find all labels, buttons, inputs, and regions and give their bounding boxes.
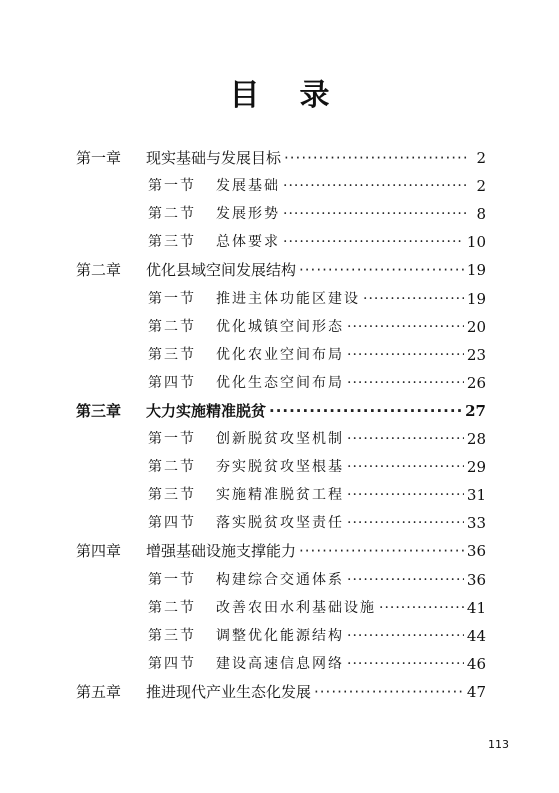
toc-leader-dots <box>347 481 464 509</box>
toc-entry-page: 2 <box>476 177 486 196</box>
toc-entry-number: 第二节 <box>148 599 196 616</box>
toc-entry-page: 36 <box>466 542 486 561</box>
toc-section-row[interactable] <box>148 453 486 481</box>
toc-section-row[interactable] <box>148 425 486 453</box>
toc-section-row[interactable] <box>148 566 486 594</box>
toc-entry-number: 第四节 <box>148 655 196 672</box>
toc-section-row[interactable] <box>148 285 486 313</box>
toc-entry-page: 8 <box>476 205 486 224</box>
toc-section-row[interactable] <box>148 172 486 200</box>
toc-entry-number: 第三节 <box>148 487 196 504</box>
toc-entry-number: 第二节 <box>148 318 196 335</box>
toc-entry-title: 现实基础与发展目标 <box>146 149 282 167</box>
toc-entry-title: 落实脱贫攻坚责任 <box>216 515 344 532</box>
toc-chapter-row[interactable] <box>76 678 486 706</box>
toc-entry-title: 优化农业空间布局 <box>216 346 344 363</box>
toc-entry-number: 第四节 <box>148 374 196 391</box>
toc-entry-number: 第四节 <box>148 515 196 532</box>
toc-leader-dots <box>363 285 464 313</box>
toc-entry-number: 第三节 <box>148 234 196 251</box>
toc-entry-number: 第二节 <box>148 206 196 223</box>
toc-entry-title: 夯实脱贫攻坚根基 <box>216 459 344 476</box>
toc-entry-number: 第一节 <box>148 290 196 307</box>
toc-entry-page: 10 <box>466 233 486 252</box>
toc-section-row[interactable] <box>148 200 486 228</box>
toc-entry-page: 31 <box>466 486 486 505</box>
toc-entry-number: 第一节 <box>148 571 196 588</box>
toc-entry-page: 19 <box>466 289 486 308</box>
toc-section-row[interactable] <box>148 313 486 341</box>
toc-entry-number: 第五章 <box>76 682 122 701</box>
toc-entry-title: 优化生态空间布局 <box>216 374 344 391</box>
toc-entry-number: 第二节 <box>148 459 196 476</box>
toc-entry-number: 第一章 <box>76 149 122 167</box>
toc-leader-dots <box>314 678 464 706</box>
toc-entry-number: 第一节 <box>148 431 196 447</box>
toc-leader-dots <box>283 172 469 200</box>
toc-entry-number: 第三章 <box>76 401 122 420</box>
toc-entry-title: 总体要求 <box>216 234 280 251</box>
toc-section-row[interactable] <box>148 650 486 678</box>
toc-entry-title: 大力实施精准脱贫 <box>146 401 267 420</box>
toc-leader-dots <box>269 397 462 425</box>
toc-leader-dots <box>299 256 464 284</box>
toc-entry-title: 增强基础设施支撑能力 <box>146 542 297 561</box>
toc-leader-dots <box>299 537 464 565</box>
toc-entry-title: 创新脱贫攻坚机制 <box>216 431 344 447</box>
toc-entry-title: 推进现代产业生态化发展 <box>146 682 312 701</box>
toc-section-row[interactable] <box>148 341 486 369</box>
toc-entry-number: 第三节 <box>148 627 196 644</box>
toc-entry-page: 2 <box>476 149 486 167</box>
page-title: 目录 <box>229 78 370 113</box>
toc-entry-title: 优化县域空间发展结构 <box>146 261 297 280</box>
toc-entry-title: 优化城镇空间形态 <box>216 318 344 335</box>
toc-leader-dots <box>347 425 464 453</box>
toc-entry-page: 26 <box>466 373 486 392</box>
toc-chapter-row[interactable] <box>76 144 486 172</box>
toc-leader-dots <box>347 622 464 650</box>
toc-entry-page: 27 <box>465 401 486 420</box>
toc-leader-dots <box>283 228 464 256</box>
toc-entry-title: 调整优化能源结构 <box>216 627 344 644</box>
toc-entry-page: 20 <box>466 317 486 336</box>
toc-leader-dots <box>347 650 464 678</box>
toc-entry-page: 36 <box>466 570 486 589</box>
toc-entry-number: 第四章 <box>76 542 122 561</box>
toc-entry-number: 第一节 <box>148 178 196 195</box>
toc-entry-page: 47 <box>466 682 486 701</box>
toc-leader-dots <box>347 453 464 481</box>
toc-chapter-row[interactable] <box>76 256 486 284</box>
toc-entry-page: 33 <box>466 514 486 533</box>
toc-leader-dots <box>347 509 464 537</box>
toc-leader-dots <box>347 313 464 341</box>
toc-entry-title: 实施精准脱贫工程 <box>216 487 344 504</box>
toc-entry-title: 发展基础 <box>216 178 280 195</box>
toc-entry-title: 建设高速信息网络 <box>216 655 344 672</box>
toc-section-row[interactable] <box>148 228 486 256</box>
page-number: 113 <box>488 738 509 751</box>
toc-entry-page: 19 <box>466 261 486 280</box>
toc-entry-number: 第二章 <box>76 261 122 280</box>
toc-entry-page: 44 <box>466 626 486 645</box>
toc-entry-page: 41 <box>466 598 486 617</box>
toc-section-row[interactable] <box>148 594 486 622</box>
toc-entry-page: 46 <box>466 654 486 673</box>
toc-leader-dots <box>347 369 464 397</box>
toc-section-row[interactable] <box>148 481 486 509</box>
toc-entry-title: 发展形势 <box>216 206 280 223</box>
toc-entry-page: 29 <box>466 458 486 477</box>
toc-leader-dots <box>379 594 464 622</box>
toc-section-row[interactable] <box>148 369 486 397</box>
toc-leader-dots <box>284 144 469 172</box>
toc-section-row[interactable] <box>148 509 486 537</box>
toc-leader-dots <box>347 566 464 594</box>
toc-leader-dots <box>347 341 464 369</box>
toc-chapter-row[interactable] <box>76 537 486 565</box>
toc-section-row[interactable] <box>148 622 486 650</box>
toc-entry-page: 23 <box>466 345 486 364</box>
toc-entry-page: 28 <box>466 430 486 448</box>
toc-entry-title: 推进主体功能区建设 <box>216 290 360 307</box>
toc-entry-number: 第三节 <box>148 346 196 363</box>
toc-leader-dots <box>283 200 469 228</box>
toc-entry-title: 构建综合交通体系 <box>216 571 344 588</box>
toc-entry-title: 改善农田水利基础设施 <box>216 599 376 616</box>
toc-chapter-row[interactable] <box>76 397 486 425</box>
